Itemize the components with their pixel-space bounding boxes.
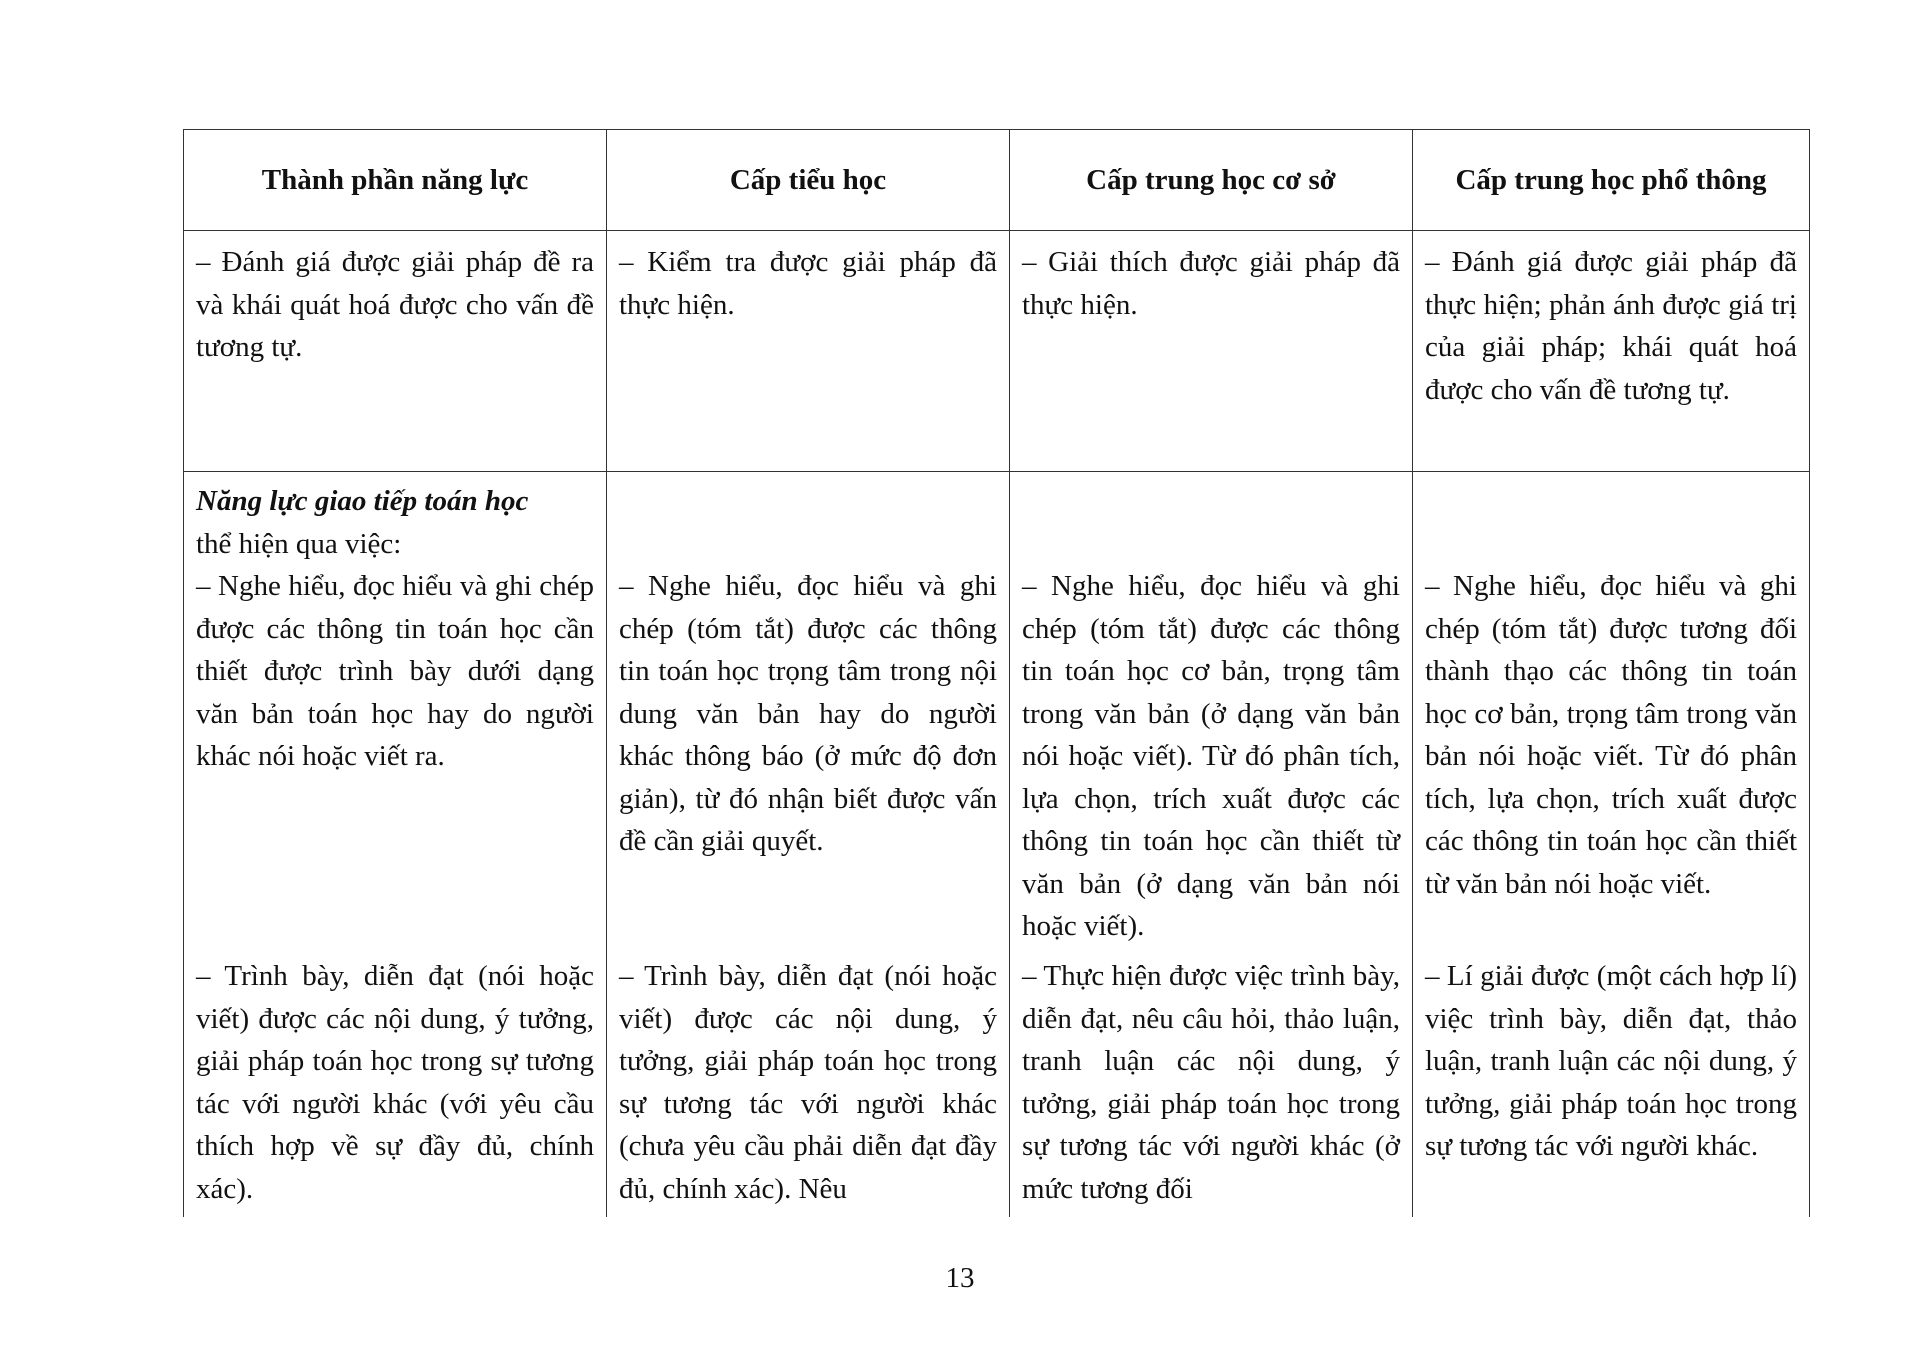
table-cell: – Nghe hiểu, đọc hiểu và ghi chép (tóm tắt) được các thông tin toán học trọng tâm trong nội dung văn bản hay do người khác thông báo (ở mức độ đơn giản), từ đó nhận biết được vấn đề cần giải quyết. (607, 565, 1010, 955)
table-cell-empty (1413, 472, 1810, 566)
header-lower-secondary-level: Cấp trung học cơ sở (1010, 130, 1413, 231)
table-cell: – Nghe hiểu, đọc hiểu và ghi chép (tóm tắt) được các thông tin toán học cơ bản, trọng tâm trong văn bản (ở dạng văn bản nói hoặc viết). Từ đó phân tích, lựa chọn, trích xuất được các thông tin toán học cần thiết từ văn bản (ở dạng văn bản nói hoặc viết). (1010, 565, 1413, 955)
page-number: 13 (945, 1262, 975, 1294)
competency-table (183, 129, 1810, 1217)
table-row (184, 231, 1810, 472)
section-title: Năng lực giao tiếp toán học (196, 485, 529, 517)
table-cell: – Giải thích được giải pháp đã thực hiện. (1010, 231, 1413, 472)
section-heading-row (184, 472, 1810, 566)
table-cell: – Trình bày, diễn đạt (nói hoặc viết) được các nội dung, ý tưởng, giải pháp toán học trong sự tương tác với người khác (với yêu cầu thích hợp về sự đầy đủ, chính xác). (184, 955, 607, 1217)
table-cell-empty (1010, 472, 1413, 566)
table-cell: – Thực hiện được việc trình bày, diễn đạt, nêu câu hỏi, thảo luận, tranh luận các nội dung, ý tưởng, giải pháp toán học trong sự tương tác với người khác (ở mức tương đối (1010, 955, 1413, 1217)
section-subtitle: thể hiện qua việc: (196, 527, 402, 560)
table-cell: – Đánh giá được giải pháp đề ra và khái quát hoá được cho vấn đề tương tự. (184, 231, 607, 472)
section-heading-cell (184, 472, 607, 566)
table-cell: – Nghe hiểu, đọc hiểu và ghi chép (tóm tắt) được tương đối thành thạo các thông tin toán học cơ bản, trọng tâm trong văn bản nói hoặc viết. Từ đó phân tích, lựa chọn, trích xuất được các thông tin toán học cần thiết từ văn bản nói hoặc viết. (1413, 565, 1810, 955)
table-row (184, 955, 1810, 1217)
table-header-row (184, 130, 1810, 231)
table-cell: – Trình bày, diễn đạt (nói hoặc viết) được các nội dung, ý tưởng, giải pháp toán học trong sự tương tác với người khác (chưa yêu cầu phải diễn đạt đầy đủ, chính xác). Nêu (607, 955, 1010, 1217)
table-row (184, 565, 1810, 955)
table-cell: – Đánh giá được giải pháp đã thực hiện; phản ánh được giá trị của giải pháp; khái quát hoá được cho vấn đề tương tự. (1413, 231, 1810, 472)
table-cell: – Nghe hiểu, đọc hiểu và ghi chép được các thông tin toán học cần thiết được trình bày dưới dạng văn bản toán học hay do người khác nói hoặc viết ra. (184, 565, 607, 955)
table-cell: – Kiểm tra được giải pháp đã thực hiện. (607, 231, 1010, 472)
header-upper-secondary-level: Cấp trung học phổ thông (1413, 130, 1810, 231)
header-primary-level: Cấp tiểu học (607, 130, 1010, 231)
table-cell: – Lí giải được (một cách hợp lí) việc trình bày, diễn đạt, thảo luận, tranh luận các nội dung, ý tưởng, giải pháp toán học trong sự tương tác với người khác. (1413, 955, 1810, 1217)
header-competency-component: Thành phần năng lực (184, 130, 607, 231)
table-cell-empty (607, 472, 1010, 566)
